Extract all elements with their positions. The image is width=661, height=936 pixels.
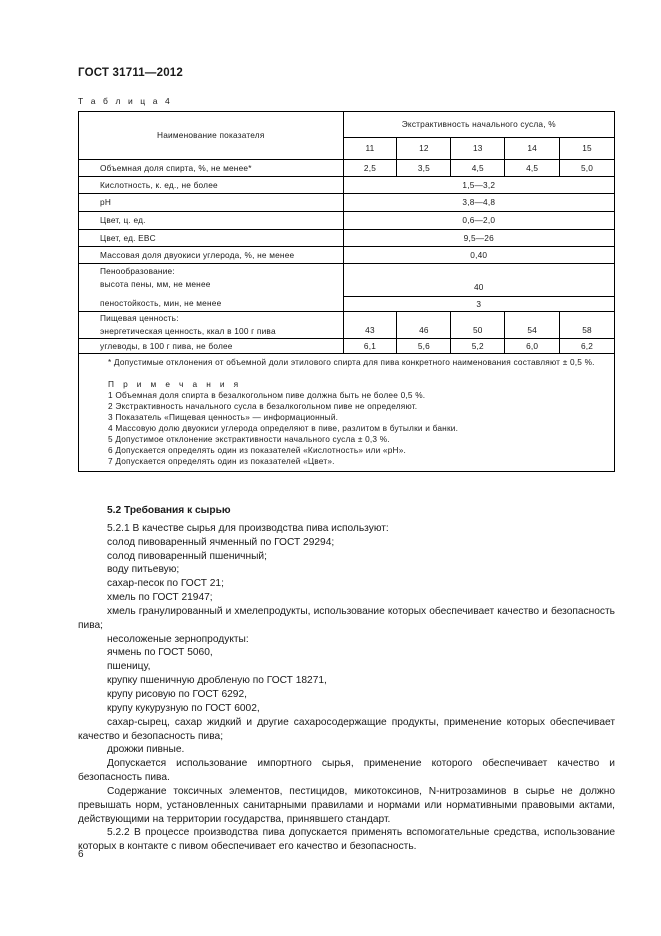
- col-header-name: Наименование показателя: [79, 112, 344, 160]
- list-item: солод пивоваренный ячменный по ГОСТ 29294;: [107, 536, 335, 548]
- cell-value: 5,6: [397, 339, 451, 354]
- paragraph: Содержание токсичных элементов, пестицидов, микотоксинов, N-нитрозаминов в сырье не должно превышать норм, установленных санитарными правилами и нормами или нормативными правовыми актами, действующими на территории государства, принявшего стандарт.: [78, 785, 615, 825]
- section-heading: 5.2 Требования к сырью: [107, 505, 231, 516]
- foam-height-value: 40: [344, 278, 614, 297]
- footnote: * Допустимые отклонения от объемной доли этилового спирта для пива конкретного наименования составляют ± 0,5 %.: [108, 357, 595, 367]
- cell-value: 50: [451, 312, 505, 339]
- list-item: ячмень по ГОСТ 5060,: [107, 647, 213, 659]
- note-item: 5 Допустимое отклонение экстрактивности начального сусла ± 0,3 %.: [108, 434, 390, 444]
- paragraph: Допускается использование импортного сырья, применение которого обеспечивает качество и безопасность пива.: [78, 758, 615, 784]
- foam-title: Пенообразование:: [100, 266, 175, 276]
- document-header: ГОСТ 31711—2012: [78, 67, 183, 79]
- list-item: крупку пшеничную дробленую по ГОСТ 18271,: [107, 675, 327, 687]
- table-caption: Т а б л и ц а 4: [78, 96, 173, 106]
- row-label-energy: [79, 312, 344, 339]
- row-label: Кислотность, к. ед., не более: [79, 177, 344, 194]
- paragraph: 5.2.1 В качестве сырья для производства пива используют:: [107, 522, 389, 534]
- list-item: крупу кукурузную по ГОСТ 6002,: [107, 702, 260, 714]
- note-item: 6 Допускается определять один из показателей «Кислотность» или «pH».: [108, 445, 407, 455]
- row-label: Массовая доля двуокиси углерода, %, не менее: [79, 247, 344, 264]
- cell-value: 58: [560, 312, 615, 339]
- col-header-12: 12: [397, 138, 451, 160]
- table-row: [79, 230, 615, 247]
- col-header-group: Экстрактивность начального сусла, %: [343, 112, 614, 138]
- cell-value: 2,5: [343, 160, 397, 177]
- table-row: [79, 194, 615, 212]
- cell-value: 6,2: [560, 339, 615, 354]
- list-item: крупу рисовую по ГОСТ 6292,: [107, 688, 247, 700]
- table-notes: [79, 354, 615, 472]
- row-label: Цвет, ц. ед.: [79, 212, 344, 230]
- table-row: [79, 177, 615, 194]
- cell-value: 1,5—3,2: [343, 177, 614, 194]
- table-row: [79, 312, 615, 339]
- table-row: [79, 247, 615, 264]
- list-item: солод пивоваренный пшеничный;: [107, 550, 267, 562]
- row-label-foam: [79, 264, 344, 312]
- indicators-table: [78, 111, 615, 472]
- cell-value: 0,6—2,0: [343, 212, 614, 230]
- nutrition-title: Пищевая ценность:: [100, 313, 179, 323]
- cell-value: 9,5—26: [343, 230, 614, 247]
- row-label: углеводы, в 100 г пива, не более: [79, 339, 344, 354]
- paragraph: 5.2.2 В процессе производства пива допускается применять вспомогательные средства, использование которых в контакте с пивом обеспечивает его качество и безопасность.: [78, 827, 615, 853]
- energy-label: энергетическая ценность, ккал в 100 г пива: [100, 326, 276, 336]
- foam-stability-value: 3: [476, 299, 482, 309]
- note-item: 1 Объемная доля спирта в безалкогольном пиве должна быть не более 0,5 %.: [108, 390, 426, 400]
- foam-height-label: высота пены, мм, не менее: [100, 279, 211, 289]
- note-item: 4 Массовую долю двуокиси углерода определяют в пиве, разлитом в бутылки и банки.: [108, 423, 459, 433]
- cell-value: 0,40: [343, 247, 614, 264]
- cell-value: 54: [505, 312, 560, 339]
- list-item: воду питьевую;: [107, 564, 180, 576]
- note-item: 7 Допускается определять один из показателей «Цвет».: [108, 456, 335, 466]
- cell-value: 6,0: [505, 339, 560, 354]
- note-item: 2 Экстрактивность начального сусла в безалкогольном пиве не определяют.: [108, 401, 418, 411]
- table-row: [79, 339, 615, 354]
- note-item: 3 Показатель «Пищевая ценность» — информационный.: [108, 412, 339, 422]
- col-header-15: 15: [560, 138, 615, 160]
- list-item: пшеницу,: [107, 661, 151, 673]
- paragraph: хмель гранулированный и хмелепродукты, использование которых обеспечивает качество и безопасность пива;: [78, 605, 615, 631]
- cell-value: 6,1: [343, 339, 397, 354]
- page-number: 6: [78, 849, 84, 860]
- table-notes-row: [79, 354, 615, 472]
- list-item: хмель по ГОСТ 21947;: [107, 592, 213, 604]
- list-item: дрожжи пивные.: [107, 744, 185, 756]
- cell-value: 4,5: [451, 160, 505, 177]
- table-row: [79, 264, 615, 312]
- cell-value: 3,5: [397, 160, 451, 177]
- cell-value-foam: [343, 264, 614, 312]
- foam-stability-label: пеностойкость, мин, не менее: [100, 298, 222, 308]
- row-label: pH: [79, 194, 344, 212]
- cell-value: 46: [397, 312, 451, 339]
- cell-value: 43: [343, 312, 397, 339]
- list-item: сахар-песок по ГОСТ 21;: [107, 578, 224, 590]
- list-item: несоложеные зернопродукты:: [107, 633, 249, 645]
- col-header-11: 11: [343, 138, 397, 160]
- cell-value: 5,0: [560, 160, 615, 177]
- table-row: [79, 160, 615, 177]
- cell-value: 4,5: [505, 160, 560, 177]
- notes-title: П р и м е ч а н и я: [108, 379, 242, 389]
- row-label: Объемная доля спирта, %, не менее*: [79, 160, 344, 177]
- table-row: [79, 212, 615, 230]
- section-raw-materials: [78, 504, 615, 854]
- row-label: Цвет, ед. EBC: [79, 230, 344, 247]
- cell-value: 3,8—4,8: [343, 194, 614, 212]
- col-header-13: 13: [451, 138, 505, 160]
- col-header-14: 14: [505, 138, 560, 160]
- cell-value: 5,2: [451, 339, 505, 354]
- paragraph: сахар-сырец, сахар жидкий и другие сахаросодержащие продукты, применение которых обеспечивает качество и безопасность пива;: [78, 716, 615, 742]
